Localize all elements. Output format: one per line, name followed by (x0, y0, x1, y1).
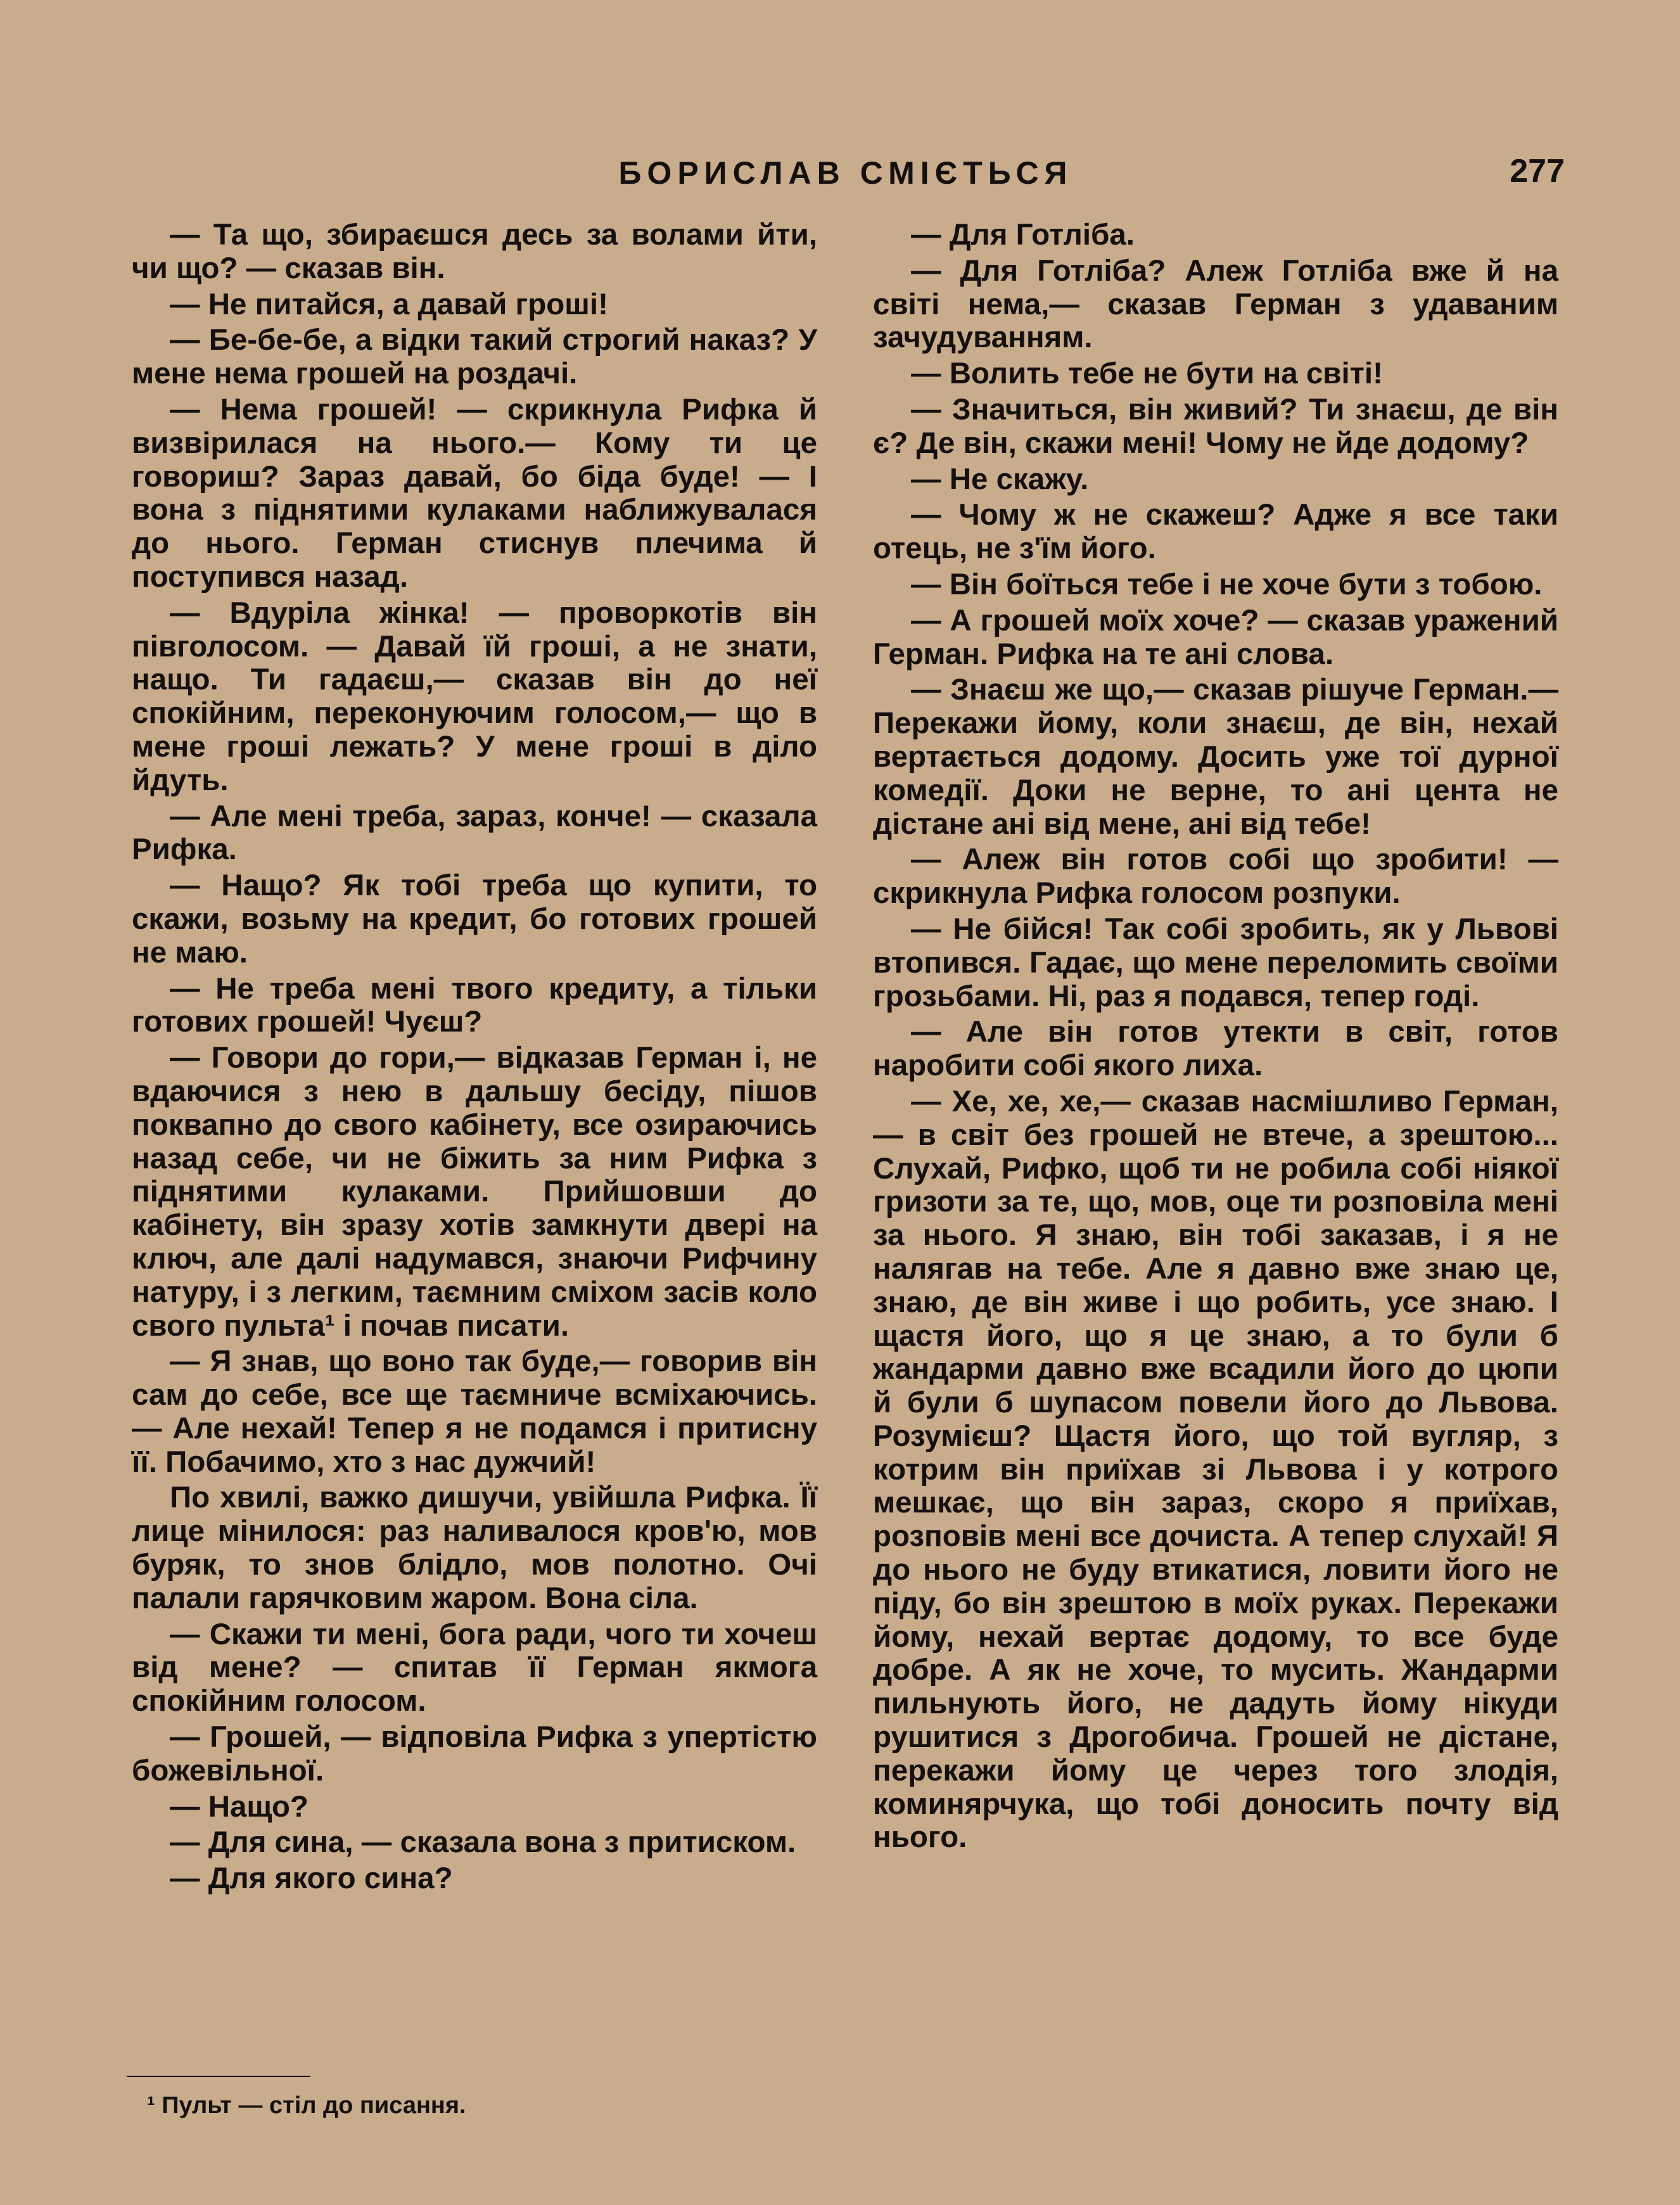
paragraph: — Не треба мені твого кредиту, а тільки готових грошей! Чуєш? (132, 971, 817, 1039)
paragraph: — Для Готліба. (911, 218, 1135, 252)
paragraph: — Для якого сина? (170, 1862, 453, 1896)
paragraph: — Він боїться тебе і не хоче бути з тобою. (911, 567, 1543, 601)
paragraph: — Грошей, — відповіла Рифка з упертістю божевільної. (132, 1720, 817, 1787)
paragraph: — Для сина, — сказала вона з притиском. (170, 1825, 796, 1860)
paragraph: — Хе, хе, хе,— сказав насмішливо Герман,— в світ без грошей не втече, а зрештою... Слухай, Рифко, щоб ти не робила собі ніякої гризоти за те, що, мов, оце ти розповіла мені за нього. Я знаю, він тобі заказав, і я не налягав на тебе. Але я давно вже знаю це, знаю, де він живе і що робить, усе знаю. І щастя його, що я це знаю, а то були б жандарми давно вже всадили його до цюпи й були б шупасом повели його до Львова. Розумієш? Щастя його, що той вугляр, з котрим він приїхав зі Львова і у котрого мешкає, що він зараз, скоро я приїхав, розповів мені все дочиста. А тепер слухай! Я до нього не буду втикатися, ловити його не піду, бо він зрештою в моїх руках. Перекажи йому, нехай вертає додому, то все буде добре. А як не хоче, то мусить. Жандарми пильнують його, не дадуть йому нікуди рушитися з Дрогобича. Грошей не дістане, перекажи йому це через того злодія, коминярчука, що тобі доносить почту від нього. (873, 1084, 1558, 1855)
paragraph: — Скажи ти мені, бога ради, чого ти хочеш від мене? — спитав її Герман якмога спокійним голосом. (132, 1617, 817, 1718)
paragraph: — Нащо? (170, 1789, 309, 1824)
paragraph: — Нащо? Як тобі треба що купити, то скажи, возьму на кредит, бо готових грошей не маю. (132, 869, 817, 969)
paragraph: — Знаєш же що,— сказав рішуче Герман.—Перекажи йому, коли знаєш, де він, нехай вертається додому. Досить уже тої дурної комедії. Доки не верне, то ані цента не дістане ані від мене, ані від тебе! (873, 673, 1558, 841)
paragraph: — Не бійся! Так собі зробить, як у Львові втопився. Гадає, що мене переломить своїми грозьбами. Ні, раз я подався, тепер годі. (873, 912, 1558, 1013)
page-number: 277 (1510, 153, 1565, 189)
paragraph: — Але він готов утекти в світ, готов наробити собі якого лиха. (873, 1015, 1558, 1083)
paragraph: — Волить тебе не бути на світі! (911, 357, 1383, 391)
paragraph: — Не питайся, а давай гроші! (170, 287, 608, 321)
paragraph: — Бе-бе-бе, а відки такий строгий наказ? У мене нема грошей на роздачі. (132, 323, 817, 391)
paragraph: — Та що, збираєшся десь за волами йти, чи що? — сказав він. (132, 218, 817, 285)
paragraph: — Не скажу. (911, 462, 1089, 496)
paragraph: — Але мені треба, зараз, конче! — сказала Рифка. (132, 799, 817, 867)
paragraph: — Значиться, він живий? Ти знаєш, де він є? Де він, скажи мені! Чому не йде додому? (873, 392, 1558, 460)
page-header (127, 155, 1565, 199)
paragraph: — Нема грошей! — скрикнула Рифка й визвірилася на нього.— Кому ти це говориш? Зараз давай, бо біда буде! — І вона з піднятими кулаками наближувалася до нього. Герман стиснув плечима й поступився назад. (132, 392, 817, 594)
paragraph: — Алеж він готов собі що зробити! — скрикнула Рифка голосом розпуки. (873, 843, 1558, 911)
footnote: ¹ Пульт — стіл до писання. (147, 2092, 466, 2119)
paragraph: — Говори до гори,— відказав Герман і, не вдаючися з нею в дальшу бесіду, пішов поквапно до свого кабінету, все озираючись назад себе, чи не біжить за ним Рифка з піднятими кулаками. Прийшовши до кабінету, він зразу хотів замкнути двері на ключ, але далі надумався, знаючи Рифчину натуру, і з легким, таємним сміхом засів коло свого пульта¹ і почав писати. (132, 1041, 817, 1343)
footnote-divider (127, 2076, 310, 2077)
paragraph: — Чому ж не скажеш? Адже я все таки отець, не з'їм його. (873, 498, 1558, 566)
left-column (132, 219, 817, 1898)
paragraph: — Вдуріла жінка! — проворкотів він півголосом. — Давай їй гроші, а не знати, нащо. Ти гадаєш,— сказав він до неї спокійним, переконуючим голосом,— що в мене гроші лежать? У мене гроші в діло йдуть. (132, 596, 817, 797)
paragraph: — Для Готліба? Алеж Готліба вже й на світі нема,— сказав Герман з удаваним зачудуванням. (873, 253, 1558, 355)
right-column (873, 219, 1558, 1857)
paragraph: По хвилі, важко дишучи, увійшла Рифка. Її лице мінилося: раз наливалося кров'ю, мов буряк, то знов блідло, мов полотно. Очі палали гарячковим жаром. Вона сіла. (132, 1481, 817, 1615)
paragraph: — Я знав, що воно так буде,— говорив він сам до себе, все ще таємниче всміхаючись.— Але нехай! Тепер я не подамся і притисну її. Побачимо, хто з нас дужчий! (132, 1345, 817, 1479)
paragraph: — А грошей моїх хоче? — сказав уражений Герман. Рифка на те ані слова. (873, 603, 1558, 671)
running-title: БОРИСЛАВ СМІЄТЬСЯ (618, 155, 1073, 191)
